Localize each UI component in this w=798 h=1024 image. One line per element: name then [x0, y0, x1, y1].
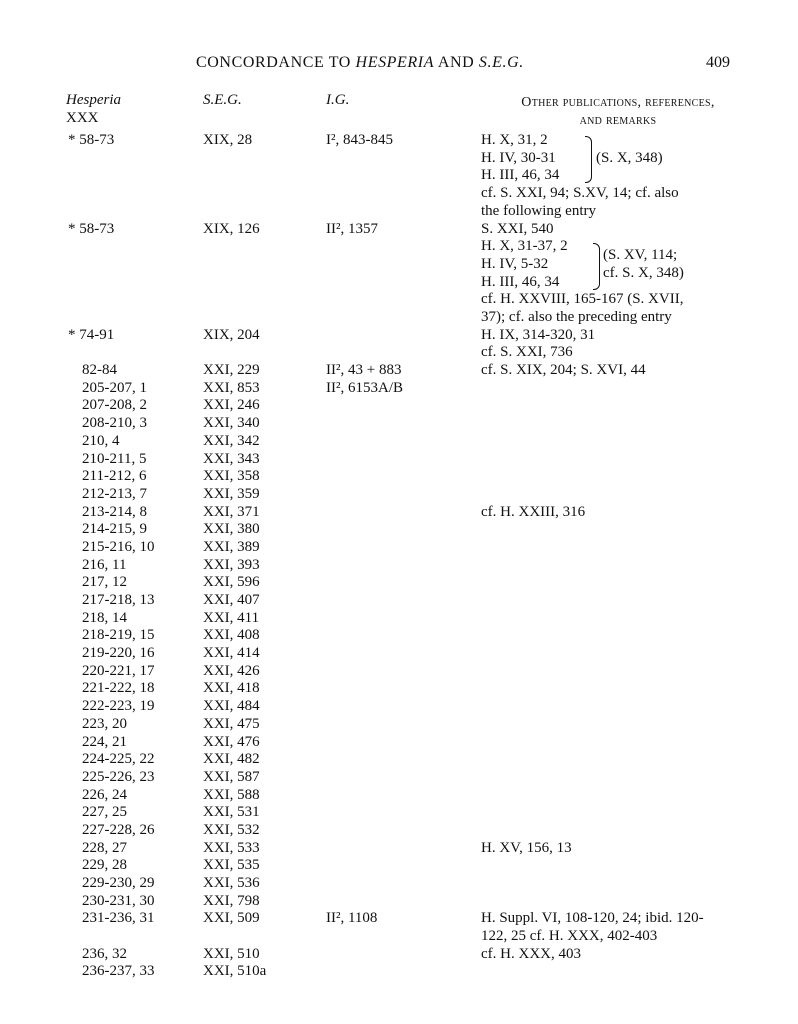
table-row — [0, 716, 798, 734]
hesperia-ref: 228, 27 — [82, 839, 127, 856]
table-row — [0, 521, 798, 539]
seg-ref: XIX, 204 — [203, 326, 260, 343]
seg-ref: XXI, 414 — [203, 645, 260, 662]
table-row — [0, 592, 798, 610]
hesperia-ref: 224-225, 22 — [82, 751, 155, 768]
table-row — [0, 557, 798, 575]
seg-ref: XXI, 510a — [203, 963, 267, 980]
seg-ref: XXI, 246 — [203, 397, 260, 414]
hesperia-ref: 211-212, 6 — [82, 468, 147, 485]
ref-line: H. III, 46, 34 — [481, 167, 560, 184]
running-head — [0, 52, 798, 76]
table-row — [0, 963, 798, 981]
table-row — [0, 734, 798, 752]
hesperia-ref: 223, 20 — [82, 715, 127, 732]
ref-line: cf. H. XXVIII, 165-167 (S. XVII, — [481, 291, 684, 308]
table-row — [0, 574, 798, 592]
hesperia-ref: 215-216, 10 — [82, 538, 155, 555]
table-row — [0, 415, 798, 433]
hesperia-ref: 225-226, 23 — [82, 768, 155, 785]
table-row — [0, 822, 798, 840]
hesperia-ref: 229, 28 — [82, 857, 127, 874]
hesperia-ref: 220-221, 17 — [82, 662, 155, 679]
ref-line: H. XV, 156, 13 — [481, 839, 572, 856]
seg-ref: XXI, 596 — [203, 574, 260, 591]
seg-ref: XXI, 411 — [203, 609, 260, 626]
hesperia-ref: 231-236, 31 — [82, 910, 155, 927]
seg-ref: XXI, 407 — [203, 592, 260, 609]
table-row — [0, 698, 798, 716]
page-title — [196, 54, 524, 72]
seg-ref: XXI, 359 — [203, 485, 260, 502]
seg-ref: XXI, 536 — [203, 875, 260, 892]
seg-ref: XXI, 535 — [203, 857, 260, 874]
seg-ref: XXI, 588 — [203, 786, 260, 803]
col-header-other-line: and remarks — [579, 113, 657, 128]
hesperia-ref: 227-228, 26 — [82, 821, 155, 838]
table-row — [0, 680, 798, 698]
col-header-hesperia: Hesperia — [66, 92, 121, 108]
ref-line: H. X, 31, 2 — [481, 132, 548, 148]
group-ref: cf. S. X, 348) — [603, 264, 684, 281]
title-part: HESPERIA — [355, 54, 435, 71]
ref-line: H. X, 31-37, 2 — [481, 238, 568, 255]
seg-ref: XXI, 418 — [203, 680, 260, 697]
seg-ref: XXI, 408 — [203, 627, 260, 644]
seg-ref: XXI, 532 — [203, 821, 260, 838]
col-header-other-line: Other publications, references, — [521, 95, 715, 110]
seg-ref: XXI, 358 — [203, 468, 260, 485]
group-ref: (S. X, 348) — [596, 149, 663, 166]
ref-line: H. IV, 30-31 — [481, 149, 556, 166]
entry-block — [0, 132, 798, 221]
table-row — [0, 451, 798, 469]
hesperia-ref: 219-220, 16 — [82, 645, 155, 662]
entry-block — [0, 327, 798, 362]
table-row — [0, 610, 798, 628]
hesperia-ref: 205-207, 1 — [82, 379, 147, 396]
ref-line: the following entry — [481, 202, 596, 219]
col-header-volume: XXX — [66, 110, 99, 126]
hesperia-ref: 224, 21 — [82, 733, 127, 750]
table-row — [0, 893, 798, 911]
hesperia-ref: 236-237, 33 — [82, 963, 155, 980]
ig-ref: II², 43 + 883 — [326, 362, 402, 379]
table-row — [0, 504, 798, 522]
ref-line: 37); cf. also the preceding entry — [481, 308, 672, 325]
seg-ref: XXI, 587 — [203, 768, 260, 785]
col-header-other — [488, 94, 748, 130]
group-ref: (S. XV, 114; — [603, 246, 678, 263]
col-header-seg: S.E.G. — [203, 92, 242, 108]
seg-ref: XXI, 389 — [203, 538, 260, 555]
title-part: S.E.G. — [478, 54, 524, 71]
seg-ref: XXI, 475 — [203, 715, 260, 732]
brace-icon — [593, 243, 600, 290]
bracket-group — [481, 132, 679, 220]
hesperia-ref: 217, 12 — [82, 574, 127, 591]
table-row — [0, 380, 798, 398]
hesperia-ref: 218-219, 15 — [82, 627, 155, 644]
table-row — [0, 627, 798, 645]
seg-ref: XXI, 531 — [203, 804, 260, 821]
entry-block — [0, 221, 798, 327]
table-row — [0, 769, 798, 787]
ref-line: 122, 25 cf. H. XXX, 402-403 — [481, 928, 658, 945]
seg-ref: XXI, 371 — [203, 503, 260, 520]
seg-ref: XXI, 509 — [203, 910, 260, 927]
table-row — [0, 804, 798, 822]
table-row — [0, 645, 798, 663]
hesperia-ref: 207-208, 2 — [82, 397, 147, 414]
ig-ref: II², 1108 — [326, 910, 378, 927]
hesperia-ref: * 58-73 — [68, 220, 115, 237]
seg-ref: XXI, 484 — [203, 698, 260, 715]
ig-ref: II², 1357 — [326, 220, 378, 237]
seg-ref: XXI, 342 — [203, 432, 260, 449]
seg-ref: XXI, 426 — [203, 662, 260, 679]
ref-line: cf. S. XXI, 94; S.XV, 14; cf. also — [481, 185, 679, 202]
column-headers — [0, 92, 798, 132]
concordance-table — [0, 132, 798, 981]
table-row — [0, 857, 798, 875]
hesperia-ref: * 74-91 — [68, 326, 115, 343]
seg-ref: XXI, 533 — [203, 839, 260, 856]
table-row — [0, 397, 798, 415]
table-row — [0, 663, 798, 681]
hesperia-ref: 210, 4 — [82, 432, 120, 449]
hesperia-ref: 212-213, 7 — [82, 485, 147, 502]
table-row — [0, 751, 798, 769]
ref-line: cf. S. XXI, 736 — [481, 344, 573, 361]
table-row — [0, 875, 798, 893]
seg-ref: XXI, 380 — [203, 521, 260, 538]
title-part: CONCORDANCE TO — [196, 54, 356, 71]
table-row — [0, 539, 798, 557]
seg-ref: XXI, 393 — [203, 556, 260, 573]
col-header-ig: I.G. — [326, 92, 350, 108]
seg-ref: XIX, 126 — [203, 220, 260, 237]
ref-line: H. IX, 314-320, 31 — [481, 326, 596, 343]
hesperia-ref: 227, 25 — [82, 804, 127, 821]
ref-line: H. Suppl. VI, 108-120, 24; ibid. 120- — [481, 910, 704, 927]
table-row — [0, 787, 798, 805]
ref-line: S. XXI, 540 — [481, 220, 554, 237]
hesperia-ref: 208-210, 3 — [82, 415, 147, 432]
hesperia-ref: 210-211, 5 — [82, 450, 147, 467]
ref-line: cf. H. XXX, 403 — [481, 945, 581, 962]
hesperia-ref: 222-223, 19 — [82, 698, 155, 715]
ref-line: H. III, 46, 34 — [481, 273, 560, 290]
hesperia-ref: 226, 24 — [82, 786, 127, 803]
table-row — [0, 433, 798, 451]
ref-line: cf. S. XIX, 204; S. XVI, 44 — [481, 362, 646, 379]
hesperia-ref: 216, 11 — [82, 556, 127, 573]
page-number: 409 — [706, 54, 730, 71]
hesperia-ref: 82-84 — [82, 362, 117, 379]
seg-ref: XXI, 229 — [203, 362, 260, 379]
ref-line: cf. H. XXIII, 316 — [481, 503, 586, 520]
ig-ref: II², 6153A/B — [326, 379, 403, 396]
row-list — [0, 362, 798, 981]
ig-ref: I², 843-845 — [326, 132, 393, 148]
hesperia-ref: 214-215, 9 — [82, 521, 147, 538]
table-row — [0, 486, 798, 504]
seg-ref: XXI, 343 — [203, 450, 260, 467]
title-part: AND — [434, 54, 479, 71]
table-row — [0, 362, 798, 380]
brace-icon — [585, 136, 592, 183]
seg-ref: XXI, 476 — [203, 733, 260, 750]
seg-ref: XXI, 853 — [203, 379, 260, 396]
seg-ref: XXI, 510 — [203, 945, 260, 962]
table-row — [0, 840, 798, 858]
seg-ref: XIX, 28 — [203, 132, 253, 148]
hesperia-ref: 221-222, 18 — [82, 680, 155, 697]
table-row — [0, 946, 798, 964]
table-row — [0, 468, 798, 486]
seg-ref: XXI, 798 — [203, 892, 260, 909]
hesperia-ref: 236, 32 — [82, 945, 127, 962]
hesperia-ref: 230-231, 30 — [82, 892, 155, 909]
hesperia-ref: * 58-73 — [68, 132, 115, 148]
ref-line: H. IV, 5-32 — [481, 255, 549, 272]
seg-ref: XXI, 482 — [203, 751, 260, 768]
hesperia-ref: 217-218, 13 — [82, 592, 155, 609]
hesperia-ref: 213-214, 8 — [82, 503, 147, 520]
hesperia-ref: 218, 14 — [82, 609, 127, 626]
seg-ref: XXI, 340 — [203, 415, 260, 432]
hesperia-ref: 229-230, 29 — [82, 875, 155, 892]
table-row — [0, 910, 798, 945]
